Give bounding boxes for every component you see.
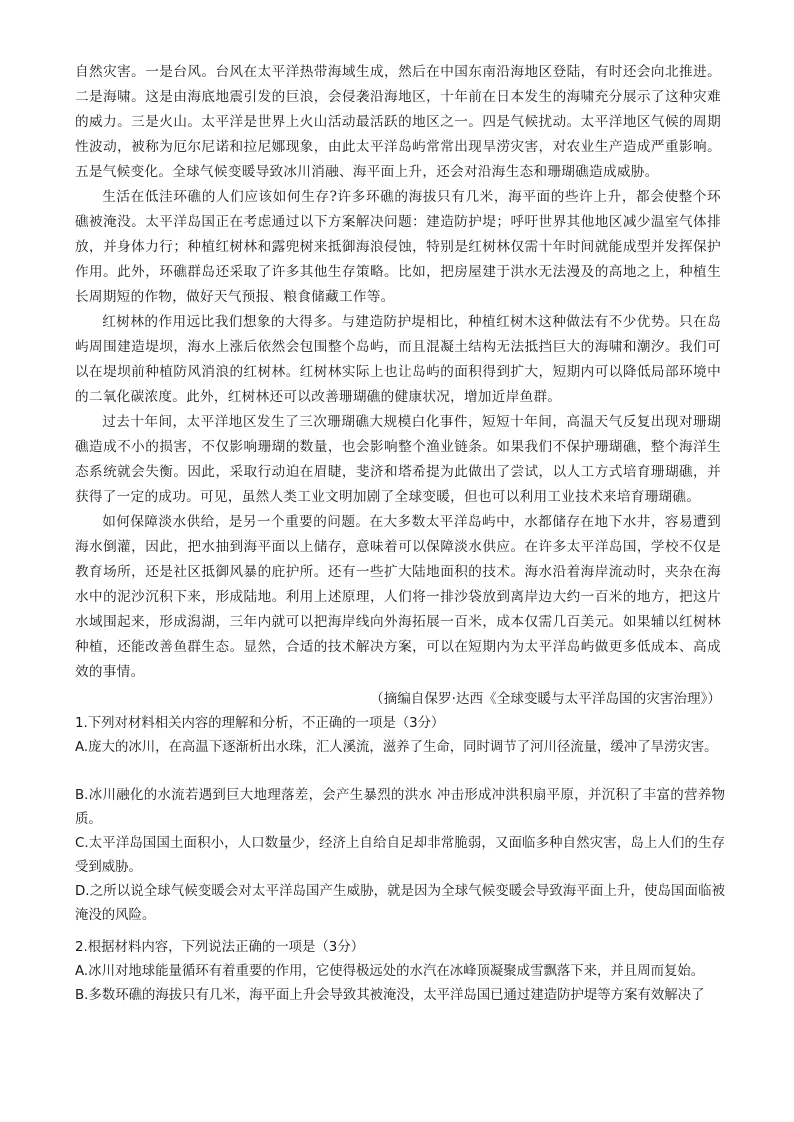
question-2-stem: 2.根据材料内容，下列说法正确的一项是（3分） xyxy=(75,940,365,955)
passage-paragraph-5: 如何保障淡水供给，是另一个重要的问题。在大多数太平洋岛屿中，水都储存在地下水井，容易遭到海水倒灌，因此，把水抽到海平面以上储存，意味着可以保障淡水供应。在许多太平洋岛国，学校不仅是教育场所，还是社区抵御风暴的庇护所。还有一些扩大陆地面积的技术。海水沿着海岸流动时，夹杂在海水中的泥沙沉积下来，形成陆地。利用上述原理，人们将一排沙袋放到离岸边大约一百米的地方，把这片水域围起来，形成潟湖，三年内就可以把海岸线向外海拓展一百米，成本仅需几百美元。如果辅以红树林种植，还能改善鱼群生态。显然，合适的技术解决方案，可以在短期内为太平洋岛屿做更多低成本、高成效的事情。 xyxy=(75,514,721,680)
question-1-option-d: D.之所以说全球气候变暖会对太平洋岛国产生威胁，就是因为全球气候变暖会导致海平面上升，使岛国面临被淹没的风险。 xyxy=(75,884,725,923)
question-1-option-c: C.太平洋岛国国土面积小，人口数量少，经济上自给自足却非常脆弱，又面临多种自然灾害，岛上人们的生存受到威胁。 xyxy=(75,836,725,875)
question-2-option-a: A.冰川对地球能量循环有着重要的作用，它使得极远处的水汽在冰峰顶凝聚成雪飘落下来，并且周而复始。 xyxy=(75,964,705,979)
question-1-stem: 1.下列对材料相关内容的理解和分析，不正确的一项是（3分） xyxy=(75,716,445,731)
passage-paragraph-1: 自然灾害。一是台风。台风在太平洋热带海域生成，然后在中国东南沿海地区登陆，有时还会向北推进。二是海啸。这是由海底地震引发的巨浪，会侵袭沿海地区，十年前在日本发生的海啸充分展示了这种灾难的威力。三是火山。太平洋是世界上火山活动最活跃的地区之一。四是气候扰动。太平洋地区气候的周期性波动，被称为厄尔尼诺和拉尼娜现象，由此太平洋岛屿常常出现旱涝灾害，对农业生产造成严重影响。五是气候变化。全球气候变暖导致冰川消融、海平面上升，还会对沿海生态和珊瑚礁造成威胁。 xyxy=(75,64,721,180)
passage-paragraph-3: 红树林的作用远比我们想象的大得多。与建造防护堤相比，种植红树木这种做法有不少优势。只在岛屿周围建造堤坝，海水上涨后依然会包围整个岛屿，而且混凝土结构无法抵挡巨大的海啸和潮汐。我们可以在堤坝前种植防风消浪的红树林。红树林实际上也让岛屿的面积得到扩大，短期内可以降低局部环境中的二氧化碳浓度。此外，红树林还可以改善珊瑚礁的健康状况，增加近岸鱼群。 xyxy=(75,314,721,405)
question-1-option-a: A.庞大的冰川，在高温下逐渐析出水珠，汇人溪流，滋养了生命，同时调节了河川径流量，缓冲了旱涝灾害。 xyxy=(75,740,718,755)
passage-source: （摘编自保罗·达西《全球变暖与太平洋岛国的灾害治理》） xyxy=(370,691,721,707)
passage-paragraph-2: 生活在低洼环礁的人们应该如何生存?许多环礁的海拔只有几米，海平面的些许上升，都会使整个环礁被淹没。太平洋岛国正在考虑通过以下方案解决问题：建造防护堤；呼吁世界其他地区减少温室气体排放，并身体力行；种植红树林和露兜树来抵御海浪侵蚀，特别是红树林仅需十年时间就能成型并发挥保护作用。此外，环礁群岛还采取了许多其他生存策略。比如，把房屋建于洪水无法漫及的高地之上，种植生长周期短的作物，做好天气预报、粮食储藏工作等。 xyxy=(75,189,721,305)
question-2-option-b: B.多数环礁的海拔只有几米，海平面上升会导致其被淹没，太平洋岛国已通过建造防护堤等方案有效解决了 xyxy=(75,988,705,1003)
passage-paragraph-4: 过去十年间，太平洋地区发生了三次珊瑚礁大规模白化事件，短短十年间，高温天气反复出现对珊瑚礁造成不小的损害，不仅影响珊瑚的数量，也会影响整个渔业链条。如果我们不保护珊瑚礁，整个海洋生态系统就会失衡。因此，采取行动迫在眉睫，斐济和塔希提为此做出了尝试，以人工方式培育珊瑚礁，并获得了一定的成功。可见，虽然人类工业文明加剧了全球变暖，但也可以利用工业技术来培育珊瑚礁。 xyxy=(75,414,721,505)
question-1-option-b: B.冰川融化的水流若遇到巨大地理落差，会产生暴烈的洪水 冲击形成冲洪积扇平原，并沉积了丰富的营养物质。 xyxy=(75,788,725,827)
